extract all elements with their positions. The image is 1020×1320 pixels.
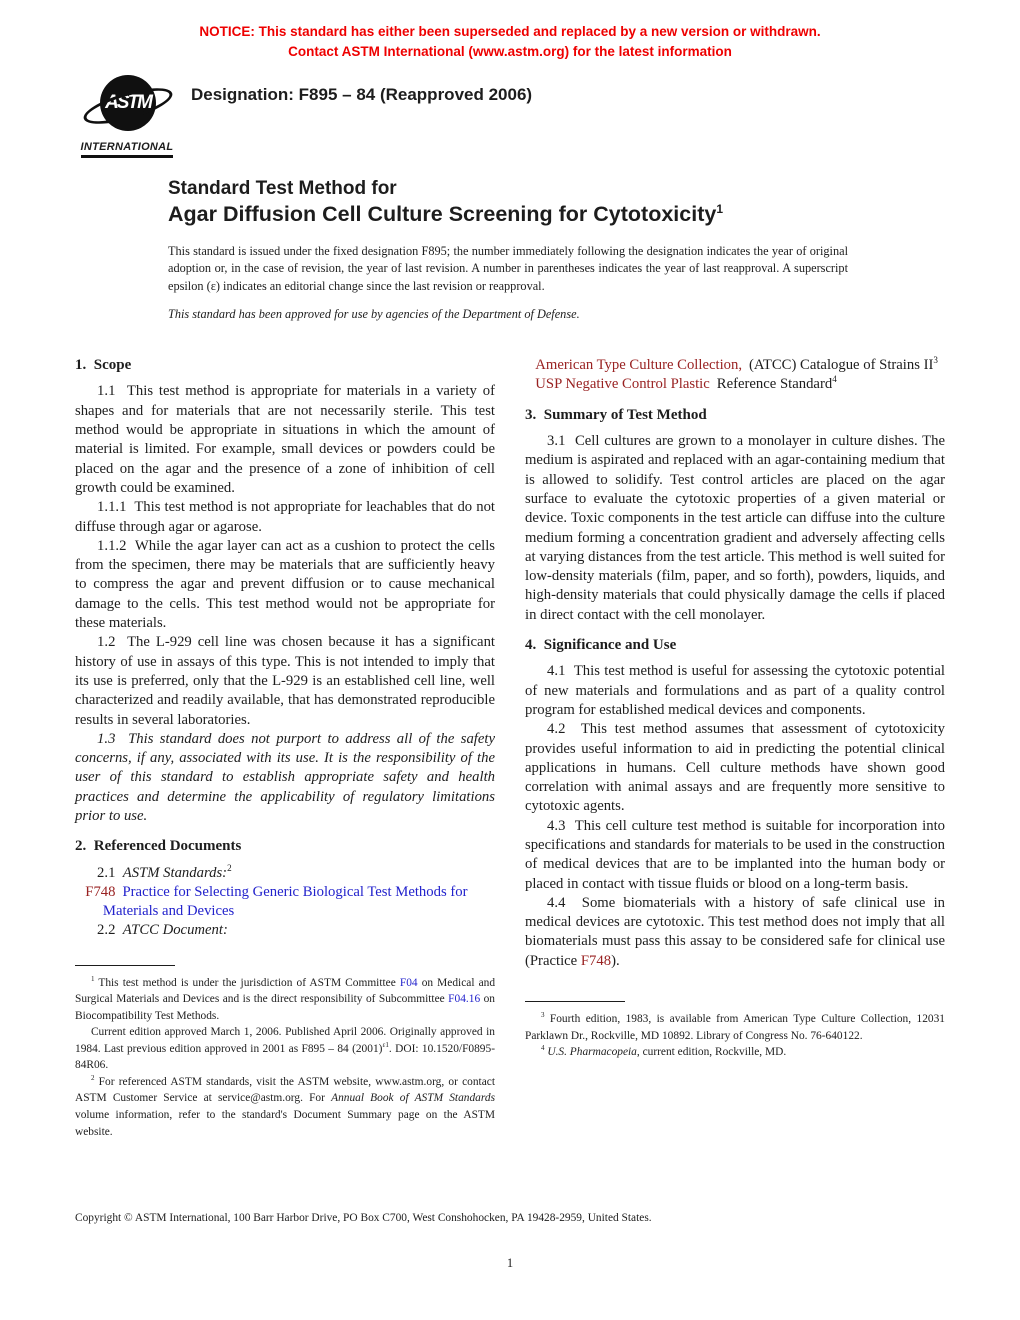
footnote-1: $^1$ This test method is under the jurisdiction of ASTM Committee F04 on Medical and Surgical Materials and Devices and is the direct responsibility of Subcommittee F04.16 on Biocompatibility Test Methods. — [75, 974, 496, 1022]
f748-link[interactable]: F748 — [85, 883, 116, 900]
dod-approval-note: This standard has been approved for use by agencies of the Department of Defense. — [168, 307, 580, 322]
page-header — [75, 75, 945, 158]
left-column — [75, 356, 495, 1140]
notice-line-1: NOTICE: This standard has either been superseded and replaced by a new version or withdrawn. — [199, 24, 821, 39]
notice-banner — [75, 22, 945, 61]
section-heading-referenced-documents: 2. Referenced Documents — [75, 838, 242, 855]
right-footnotes — [525, 1001, 945, 1061]
title-footnote-ref: 1 — [716, 201, 724, 216]
para-1-1-2: 1.1.2 While the agar layer can act as a cushion to protect the cells from the specimen, there may be materials that are sufficiently heavy to compress the agar and prevent diffusion or to cause mechanical damage to the cells. This test method would not be appropriate for these materials. — [75, 537, 495, 632]
page-number: 1 — [506, 1256, 514, 1270]
f04-16-link[interactable]: F04.16 — [448, 993, 481, 1006]
title-block — [168, 178, 945, 322]
astm-standards-footnote-ref: 2 — [227, 862, 232, 873]
para-2-1: 2.1 ASTM Standards:$^2$ — [97, 862, 232, 881]
footnote-2: $^2$ For referenced ASTM standards, visit the ASTM website, www.astm.org, or contact ASTM Customer Service at service@astm.org. For Annual Book of ASTM Standards volume information, refer to the standard's Document Summary page on the ASTM website. — [75, 1074, 496, 1138]
atcc-link[interactable]: American Type Culture Collection, — [535, 357, 743, 374]
para-1-2: 1.2 The L-929 cell line was chosen because it has a significant history of use in assays of this type. This is not intended to imply that its use is preferred, only that the L-929 is an established cell line, well characterized and readily available, that has demonstrated reproducible results in several laboratories. — [75, 634, 495, 728]
logo-acronym: ASTM — [105, 92, 151, 114]
reference-f748 — [75, 883, 495, 922]
body-columns — [75, 356, 945, 1140]
astm-globe-icon — [84, 75, 170, 137]
para-1-3: 1.3 This standard does not purport to address all of the safety concerns, if any, associated with its use. It is the responsibility of the user of this standard to establish appropriate safety and health practices and determine the applicability of regulatory limitations prior to use. — [75, 730, 495, 824]
section-heading-summary: 3. Summary of Test Method — [525, 406, 707, 423]
reference-atcc: American Type Culture Collection, (ATCC) Catalogue of Strains $II^3$ — [535, 355, 938, 374]
para-1-1: 1.1 This test method is appropriate for materials in a variety of shapes and for materials that are not necessarily sterile. This test method would be appropriate in situations in which the amount of material is limited. For example, small devices or powders could be placed on the agar and the presence of a zone of inhibition of cell growth could be examined. — [75, 383, 495, 496]
astm-logo — [75, 75, 179, 158]
notice-line-2: Contact ASTM International (www.astm.org) for the latest information — [288, 43, 732, 59]
footnote-rule-right — [525, 1001, 625, 1002]
f04-link[interactable]: F04 — [399, 976, 418, 989]
footnote-3: $^3$ Fourth edition, 1983, is available from American Type Culture Collection, 12031 Parklawn Dr., Rockville, MD 10892. Library of Congress No. 76-640122. — [525, 1011, 945, 1042]
para-4-2: 4.2 This test method assumes that assessment of cytotoxicity provides useful information to aid in predicting the potential clinical applications in humans. Cell culture methods have shown good correlation with animal assays and are frequently more sensitive to cytotoxic agents. — [525, 721, 945, 815]
section-heading-significance: 4. Significance and Use — [525, 637, 677, 654]
para-4-4: 4.4 Some biomaterials with a history of safe clinical use in medical devices are cytotoxic. This test method does not imply that all biomaterials must pass this assay to be considered safe for clinical use (Practice F748). — [525, 894, 945, 969]
document-title-kicker: Standard Test Method for — [168, 178, 397, 200]
left-footnotes — [75, 965, 495, 1140]
f748-title-link[interactable]: Practice for Selecting Generic Biological Test Methods for Materials and Devices — [102, 883, 468, 920]
para-1-1-1: 1.1.1 This test method is not appropriate for leachables that do not diffuse through agar or agarose. — [75, 499, 495, 535]
para-4-3: 4.3 This cell culture test method is suitable for incorporation into specifications and standards for materials to be used in the construction of medical devices that are to be implanted into the human body or placed in contact with tissue fluids or blood on a long-term basis. — [525, 817, 945, 892]
para-3-1: 3.1 Cell cultures are grown to a monolayer in culture dishes. The medium is aspirated and replaced with an agar-containing medium that is allowed to solidify. Test control articles are placed on the agar surface to evaluate the cytotoxic properties of a given material or device. Toxic components in the test article can diffuse into the culture medium forming a concentration gradient and adversely affecting cells at varying distances from the test article. This method is well suited for low-density materials (film, paper, and so forth), powders, liquids, and high-density materials that could physically damage the cells if placed in direct contact with the cell monolayer. — [525, 433, 945, 623]
atcc-footnote-ref: 3 — [933, 355, 938, 366]
para-4-1: 4.1 This test method is useful for assessing the cytotoxic potential of new materials and formulations and as part of a quality control program for established medical devices and components. — [525, 663, 945, 718]
footnote-rule-left — [75, 965, 175, 966]
reference-usp: USP Negative Control Plastic Reference Standard$^4$ — [535, 374, 837, 393]
right-column — [525, 356, 945, 1140]
copyright-line: Copyright © ASTM International, 100 Barr Harbor Drive, PO Box C700, West Conshohocken, PA 19428-2959, United States. — [75, 1212, 652, 1224]
issuance-note: This standard is issued under the fixed designation F895; the number immediately following the designation indicates the year of original adoption or, in the case of revision, the year of last revision. A number in parentheses indicates the year of last reapproval. A superscript epsilon (ε) indicates an editorial change since the last revision or reapproval. — [168, 243, 848, 293]
usp-footnote-ref: 4 — [832, 374, 837, 385]
footnote-1-continued: Current edition approved March 1, 2006. Published April 2006. Originally approved in 1984. Last previous edition approved in 2001 as F895 – 84 $(2001)^{\varepsilon 1}$. DOI: 10.1520/F0895-84R06. — [75, 1026, 495, 1072]
section-heading-scope: 1. Scope — [75, 357, 132, 374]
designation-text: Designation: F895 – 84 (Reapproved 2006) — [191, 85, 533, 105]
usp-link[interactable]: USP Negative Control Plastic — [535, 376, 710, 393]
footnote-4: $^4$ U.S. Pharmacopeia, current edition, Rockville, MD. — [540, 1044, 787, 1059]
f748-inline-link[interactable]: F748 — [580, 952, 612, 969]
para-2-2: 2.2 ATCC Document: — [97, 922, 228, 939]
logo-international-label: INTERNATIONAL — [81, 141, 174, 158]
document-title: Agar Diffusion Cell Culture Screening for Cytotoxicity$^1$ — [168, 201, 724, 226]
